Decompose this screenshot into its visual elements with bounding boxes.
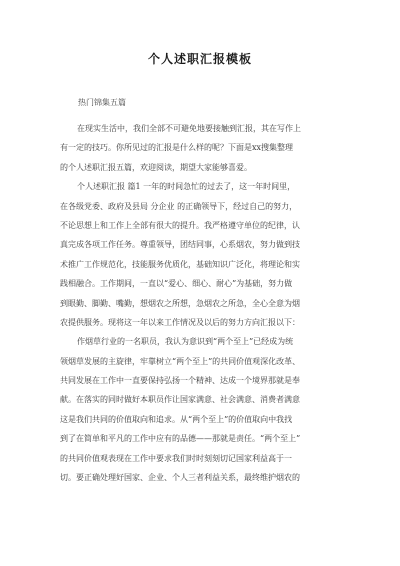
body-text-line: 的共同价值观表现在工作中要求我们时时刻刻切记国家利益高于一: [60, 453, 292, 463]
body-text-line: 切。要正确处理好国家、企业、个人三者利益关系，最终维护烟农的: [60, 473, 300, 483]
body-text-line: 这是我们共同的价值取向和追求。从“两个至上”的价值取向中我找: [60, 414, 293, 424]
body-text-line: 领烟草发展的主旋律，牢靠树立“两个至上”的共同价值观深化改革、: [60, 356, 301, 366]
document-title: 个人述职汇报模板: [147, 52, 252, 66]
document-subtitle: 热门锦集五篇: [78, 98, 126, 107]
body-text-line: 到了在简单和平凡的工作中应有的品德——那就是责任。“两个至上”: [60, 434, 301, 444]
body-text-line: 作烟草行业的一名职员，我认为意识到“两个至上”已经成为统: [77, 337, 294, 347]
body-text-line: 共同发展在工作中一直要保持弘扬一个精神、达成一个境界那就是奉: [60, 376, 300, 386]
body-text-line: 有一定的技巧。你所见过的汇报是什么样的呢？下面是xx搜集整理: [60, 143, 294, 153]
body-text-line: 的个人述职汇报五篇，欢迎阅读，期望大家能够喜爱。: [60, 162, 252, 172]
body-text-line: 到眼勤、脚勤、嘴勤，想烟农之所想，急烟农之所急，全心全意为烟: [60, 298, 300, 308]
body-text-line: 术推广工作规范化，技能服务优质化，基础知识广泛化，将理论和实: [60, 259, 300, 269]
body-text-line: 真完成各项工作任务。尊重领导，团结同事，心系烟农，努力做到技: [60, 240, 300, 250]
body-text-line: 在各级党委、政府及县局 分企业 的正确领导下，经过自己的努力，: [60, 201, 298, 211]
document-body: [60, 119, 342, 487]
body-text-line: 献。在落实的同时做好本职员作让国家满意、社会满意、消费者满意: [60, 395, 300, 405]
body-text-line: 个人述职汇报 篇1 一年的时间急忙的过去了，这一年时间里，: [77, 182, 296, 192]
body-text-line: 在现实生活中，我们全部不可避免地要接触到汇报，其在写作上: [77, 124, 301, 133]
body-text-line: 不论思想上和工作上全部有很大的提升。我严格遵守单位的纪律，认: [60, 220, 300, 230]
body-text-line: 农提供服务。现将这一年以来工作情况及以后的努力方向汇报以下：: [60, 317, 300, 327]
body-text-line: 践相融合。工作期间，一直以“爱心、细心、耐心”为基础，努力做: [60, 279, 293, 289]
